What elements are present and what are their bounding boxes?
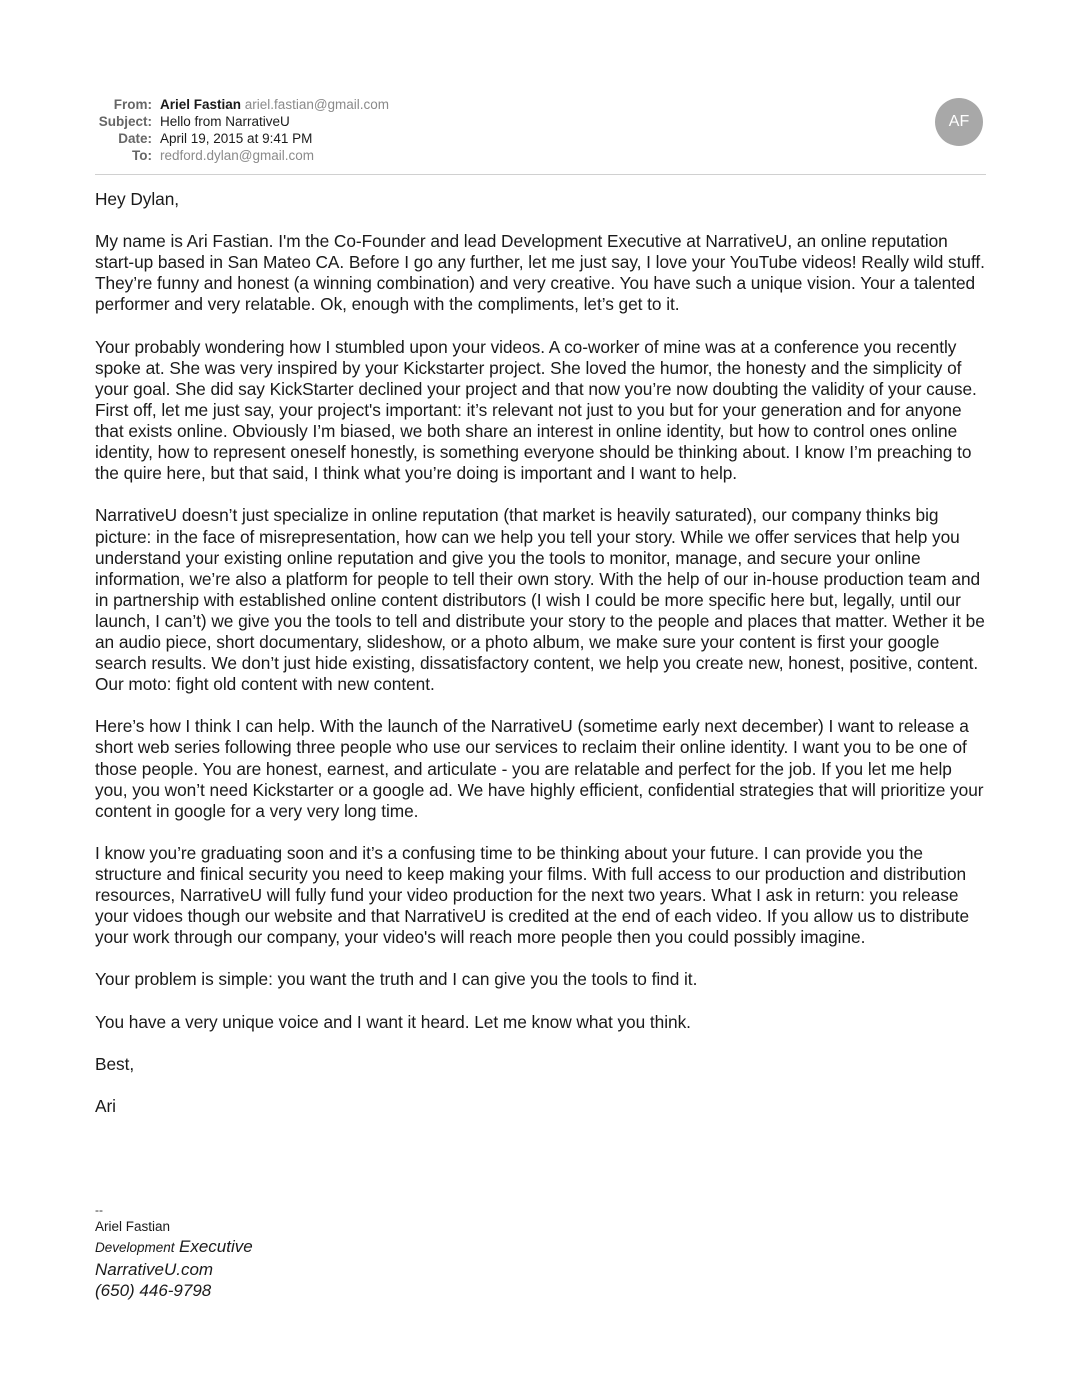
paragraph-company: NarrativeU doesn’t just specialize in online reputation (that market is heavily saturated), our company thinks big picture: in the face of misrepresentation, how can we help you tell your story. While we offer services that help you understand your existing online reputation and give you the tools to monitor, manage, and secure your online information, we’re also a platform for people to tell their own story. With the help of our in-house production team and in partnership with established online content distributors (I wish I could be more specific here but, legally, until our launch, I can’t) we give you the tools to tell and distribute your story to the people and places that matter. Wether it be an audio piece, short documentary, slideshow, or a photo album, we make sure your content is first your google search results. We don’t just hide existing, dissatisfactory content, we help you create new, honest, positive, content. Our moto: fight old content with new content. — [95, 505, 985, 695]
subject-label: Subject: — [98, 114, 152, 129]
subject-row — [0, 113, 1080, 130]
signature-title — [95, 1236, 495, 1259]
paragraph-intro: My name is Ari Fastian. I'm the Co-Founder and lead Development Executive at NarrativeU, an online reputation start-up based in San Mateo CA. Before I go any further, let me just say, I love your YouTube videos! Really wild stuff. They’re funny and honest (a winning combination) and very creative. You have such a unique vision. Your a talented performer and very relatable. Ok, enough with the compliments, let’s get to it. — [95, 231, 985, 315]
header-divider — [95, 174, 986, 175]
email-signature — [95, 1202, 495, 1301]
signature-website[interactable]: NarrativeU.com — [95, 1260, 214, 1279]
email-body — [95, 189, 987, 1138]
paragraph-funding: I know you’re graduating soon and it’s a confusing time to be thinking about your future. I can provide you the structure and finical security you need to keep making your films. With full access to our production and distribution resources, NarrativeU will fully fund your video production for the next two years. What I ask in return: you release your vidoes though our website and that NarrativeU is credited at the end of each video. If you allow us to distribute your work through our company, your video's will reach more people then you could possibly imagine. — [95, 842, 970, 948]
from-value — [160, 96, 389, 113]
sender-email[interactable]: ariel.fastian@gmail.com — [244, 97, 390, 112]
signature-title-big: Executive — [179, 1237, 253, 1256]
signature-separator: -- — [95, 1203, 103, 1217]
signature-name: Ariel Fastian — [95, 1219, 171, 1234]
date-row — [0, 130, 1080, 147]
paragraph-discovery: Your probably wondering how I stumbled upon your videos. A co-worker of mine was at a conference you recently spoke at. She was very inspired by your Kickstarter project. She loved the humor, the honesty and the simplicity of your goal. She did say KickStarter declined your project and that now you’re now doubting the validity of your cause. First off, let me just say, your project's important: it’s relevant not just to you but for your generation and for anyone that exists online. Obviously I’m biased, we both share an interest in online identity, but how to control ones online identity, how to represent oneself honestly, is something everyone should be thinking about. I know I’m preaching to the quire here, but that said, I think what you’re doing is important and I want to help. — [95, 336, 977, 484]
from-row — [0, 96, 1080, 113]
signature-title-small: Development — [95, 1240, 175, 1255]
from-label: From: — [113, 97, 152, 112]
date-value: April 19, 2015 at 9:41 PM — [160, 131, 313, 146]
subject-value: Hello from NarrativeU — [160, 114, 290, 129]
email-header — [0, 96, 1080, 164]
sender-avatar: AF — [935, 98, 983, 146]
to-row — [0, 147, 1080, 164]
sign-name: Ari — [95, 1096, 116, 1117]
greeting: Hey Dylan, — [95, 189, 180, 209]
paragraph-problem: Your problem is simple: you want the truth and I can give you the tools to find it. — [95, 969, 698, 990]
closing: Best, — [95, 1053, 135, 1074]
date-label: Date: — [118, 131, 152, 146]
paragraph-voice: You have a very unique voice and I want it heard. Let me know what you think. — [95, 1011, 691, 1032]
signature-phone: (650) 446-9798 — [95, 1281, 212, 1300]
recipient-email[interactable]: redford.dylan@gmail.com — [160, 148, 315, 163]
paragraph-offer: Here’s how I think I can help. With the launch of the NarrativeU (sometime early next december) I want to release a short web series following three people who use our services to reclaim their online identity. I want you to be one of those people. You are honest, earnest, and articulate - you are relatable and perfect for the job. If you let me help you, you won’t need Kickstarter or a google ad. We have highly efficient, confidential strategies that will prioritize your content in google for a very very long time. — [95, 716, 984, 821]
sender-name: Ariel Fastian — [160, 97, 242, 112]
to-label: To: — [132, 148, 152, 163]
